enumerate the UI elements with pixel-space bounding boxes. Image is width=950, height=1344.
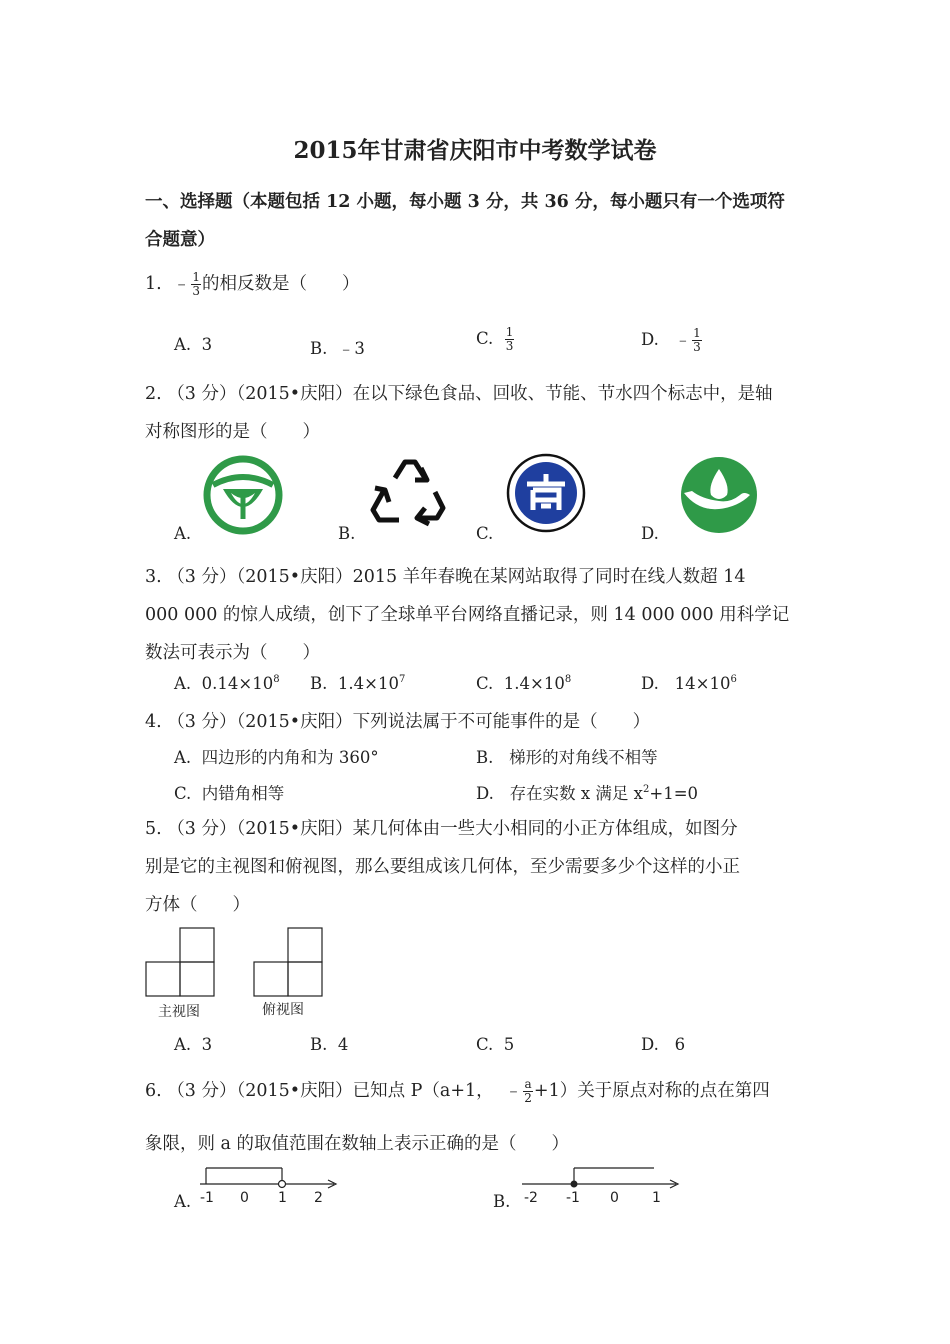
- q3-option-b[interactable]: B. $1.4\times 10^7$: [310, 674, 406, 693]
- question-4-line1: 4. （3 分）（2015•庆阳）下列说法属于不可能事件的是（ ）: [145, 712, 651, 732]
- q3-option-c[interactable]: C. $1.4\times 10^8$: [476, 674, 572, 693]
- question-number: 1.: [145, 274, 162, 294]
- energy-saving-logo: [505, 452, 587, 534]
- fraction: $\frac{1}{3}$: [505, 325, 514, 353]
- q3-option-a[interactable]: A. $0.14\times 10^8$: [174, 674, 280, 693]
- svg-text:1: 1: [278, 1190, 287, 1206]
- top-view-label: 俯视图: [262, 1002, 304, 1018]
- svg-text:1: 1: [652, 1190, 661, 1206]
- q2-option-c[interactable]: C.: [476, 524, 494, 543]
- question-2-line1: 2. （3 分）（2015•庆阳）在以下绿色食品、回收、节能、节水四个标志中，是轴: [145, 384, 773, 404]
- q1-option-a[interactable]: A. 3: [174, 335, 213, 354]
- svg-text:-2: -2: [524, 1190, 538, 1206]
- svg-text:2: 2: [314, 1190, 323, 1206]
- question-5-line3: 方体（ ）: [145, 895, 250, 915]
- question-6-line2: 象限，则 a 的取值范围在数轴上表示正确的是（ ）: [145, 1134, 570, 1154]
- neg-sign: ﹣: [172, 274, 191, 294]
- q5-option-b[interactable]: B. 4: [310, 1035, 349, 1054]
- fraction: $\frac{a}{2}$: [524, 1077, 532, 1105]
- q5-option-d[interactable]: D. 6: [641, 1035, 686, 1054]
- q6-option-a[interactable]: A.: [174, 1192, 192, 1211]
- cube-views-figure: [140, 924, 340, 1024]
- water-saving-logo: [678, 455, 760, 535]
- question-3-line1: 3. （3 分）（2015•庆阳）2015 羊年春晚在某网站取得了同时在线人数超 14: [145, 567, 746, 587]
- q4-option-a[interactable]: A. 四边形的内角和为 360°: [174, 748, 379, 767]
- question-5-line1: 5. （3 分）（2015•庆阳）某几何体由一些大小相同的小正方体组成，如图分: [145, 819, 738, 839]
- q4-option-b[interactable]: B. 梯形的对角线不相等: [476, 748, 658, 767]
- question-1: [145, 270, 359, 298]
- number-line-a: [196, 1160, 346, 1208]
- question-3-line2: 000 000 的惊人成绩，创下了全球单平台网络直播记录，则 14 000 000 用科学记: [145, 605, 790, 625]
- green-food-logo: [203, 455, 283, 535]
- recycle-logo: [369, 458, 447, 532]
- q1-option-c[interactable]: C. $\frac{1}{3}$: [476, 325, 514, 353]
- question-text: 的相反数是（ ）: [201, 274, 360, 294]
- question-3-line3: 数法可表示为（ ）: [145, 643, 320, 663]
- svg-text:0: 0: [240, 1190, 249, 1206]
- q2-option-d[interactable]: D.: [641, 524, 659, 543]
- front-view-label: 主视图: [158, 1004, 200, 1020]
- question-6-line1: 6. （3 分）（2015•庆阳）已知点 P（a+1， ﹣ $\frac{a}{2}$ +1）关于原点对称的点在第四: [145, 1077, 770, 1105]
- fraction: $\frac{1}{3}$: [192, 270, 200, 298]
- question-5-line2: 别是它的主视图和俯视图，那么要组成该几何体，至少需要多少个这样的小正: [145, 857, 740, 877]
- q1-option-d[interactable]: D. ﹣ $\frac{1}{3}$: [641, 326, 701, 354]
- q6-option-b[interactable]: B.: [493, 1192, 511, 1211]
- svg-text:0: 0: [610, 1190, 619, 1206]
- q5-option-c[interactable]: C. 5: [476, 1035, 515, 1054]
- q1-option-b[interactable]: B. ﹣3: [310, 339, 365, 358]
- section-heading-line1: 一、选择题（本题包括 12 小题，每小题 3 分，共 36 分，每小题只有一个选项符: [145, 192, 785, 212]
- svg-text:-1: -1: [200, 1190, 214, 1206]
- q4-option-d[interactable]: D. 存在实数 x 满足 $x^2+1=0$: [476, 784, 699, 803]
- q5-option-a[interactable]: A. 3: [174, 1035, 213, 1054]
- svg-text:-1: -1: [566, 1190, 580, 1206]
- q2-option-a[interactable]: A.: [174, 524, 192, 543]
- section-heading-line2: 合题意）: [145, 230, 215, 250]
- page-title: 2015年甘肃省庆阳市中考数学试卷: [293, 137, 657, 164]
- q4-option-c[interactable]: C. 内错角相等: [174, 784, 285, 803]
- question-2-line2: 对称图形的是（ ）: [145, 422, 320, 442]
- fraction: $\frac{1}{3}$: [693, 326, 701, 354]
- number-line-b: [518, 1160, 688, 1208]
- q3-option-d[interactable]: D. $14\times 10^6$: [641, 674, 737, 693]
- q2-option-b[interactable]: B.: [338, 524, 356, 543]
